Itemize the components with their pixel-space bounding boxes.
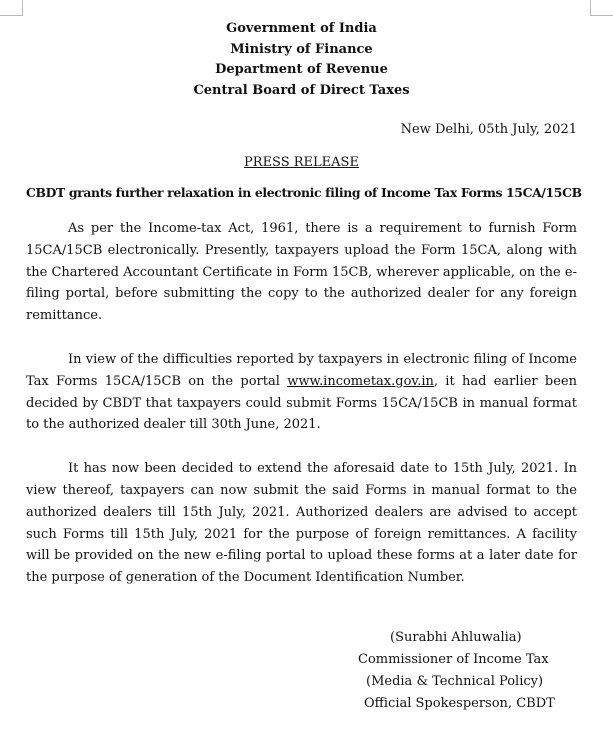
signatory-department: (Media & Technical Policy) <box>366 674 544 689</box>
paragraph-2-text-before: In view of the difficulties reported by taxpayers in electronic filing of Income Tax Forms 15CA/15CB on the portal <box>26 351 577 389</box>
header-ministry: Ministry of Finance <box>230 41 373 57</box>
subject-line: CBDT grants further relaxation in electronic filing of Income Tax Forms 15CA/15CB <box>26 185 582 200</box>
dateline: New Delhi, 05th July, 2021 <box>400 122 577 137</box>
portal-link[interactable]: www.incometax.gov.in <box>287 373 434 389</box>
crop-mark-top-right <box>590 0 613 16</box>
press-release-document <box>26 19 582 589</box>
header-board: Central Board of Direct Taxes <box>193 82 410 98</box>
paragraph-3: It has now been decided to extend the aforesaid date to 15th July, 2021. In view thereof, taxpayers can now submit the said Forms in manual format to the authorized dealers till 15th July, 2021. Authorized dealers are advised to accept such Forms till 15th July, 2021 for the purpose of foreign remittances. A facility will be provided on the new e-filing portal to upload these forms at a later date for the purpose of generation of the Document Identification Number. <box>26 461 577 586</box>
paragraph-1: As per the Income-tax Act, 1961, there is a requirement to furnish Form 15CA/15CB electronically. Presently, taxpayers upload the Form 15CA, along with the Chartered Accountant Certificate in Form 15CB, wherever applicable, on the e-filing portal, before submitting the copy to the authorized dealer for any foreign remittance. <box>26 221 577 324</box>
signatory-title: Commissioner of Income Tax <box>358 652 549 667</box>
signatory-name: (Surabhi Ahluwalia) <box>390 630 522 645</box>
header-department: Department of Revenue <box>215 62 388 77</box>
press-release-heading: PRESS RELEASE <box>244 155 359 170</box>
signature-block <box>358 627 578 715</box>
crop-mark-top-left <box>0 0 23 16</box>
header-government: Government of India <box>226 21 377 36</box>
paragraph-2 <box>26 349 577 436</box>
signatory-role: Official Spokesperson, CBDT <box>364 696 555 711</box>
paragraph-2-text-after: , it had earlier been decided by CBDT that taxpayers could submit Forms 15CA/15CB in manual format to the authorized dealer till 30th June, 2021. <box>26 373 578 433</box>
